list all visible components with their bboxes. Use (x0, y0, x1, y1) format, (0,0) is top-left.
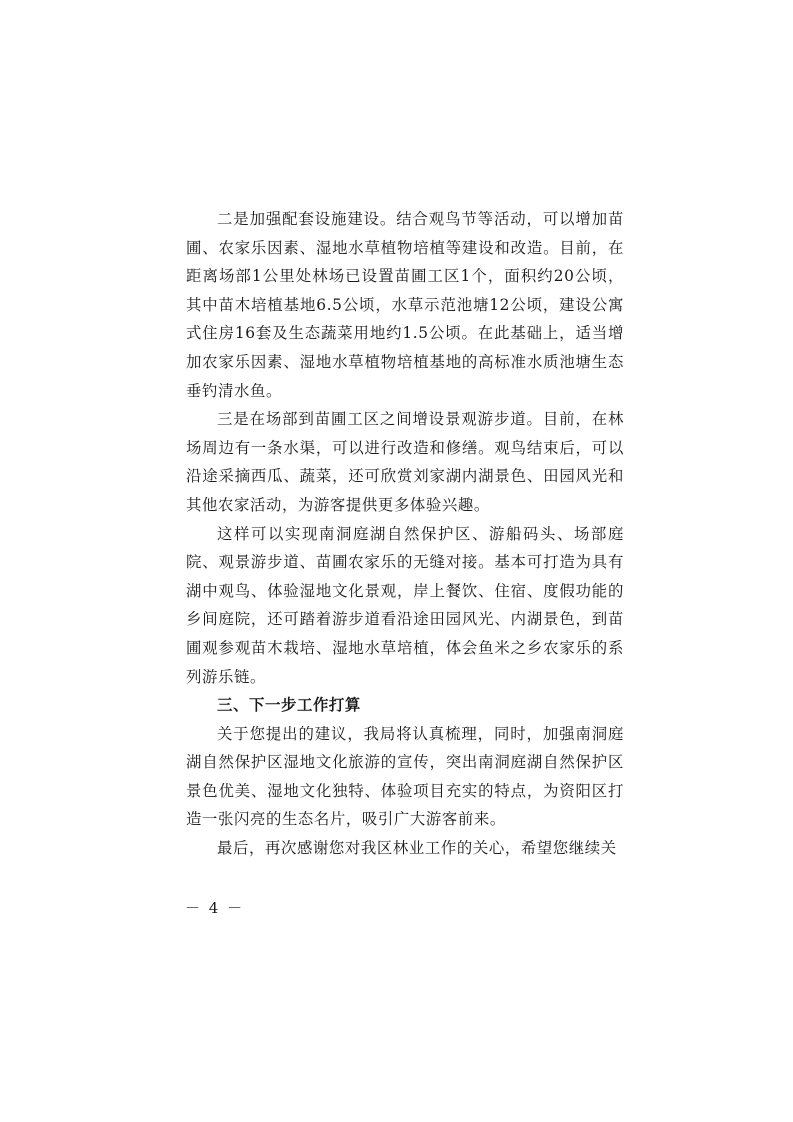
paragraph: 三是在场部到苗圃工区之间增设景观游步道。目前，在林场周边有一条水渠，可以进行改造和修缮。观鸟结束后，可以沿途采摘西瓜、蔬菜，还可欣赏刘家湖内湖景色、田园风光和其他农家活动，为游客提供更多体验兴趣。 (186, 410, 624, 514)
page-number: － 4 － (185, 899, 245, 917)
paragraph: 关于您提出的建议，我局将认真梳理，同时，加强南洞庭湖自然保护区湿地文化旅游的宣传，突出南洞庭湖自然保护区景色优美、湿地文化独特、体验项目充实的特点，为资阳区打造一张闪亮的生态名片，吸引广大游客前来。 (186, 724, 624, 829)
document-body (186, 205, 624, 863)
paragraph: 最后，再次感谢您对我区林业工作的关心，希望您继续关 (217, 839, 617, 858)
paragraph: 二是加强配套设施建设。结合观鸟节等活动，可以增加苗圃、农家乐因素、湿地水草植物培植等建设和改造。目前，在距离场部1公里处林场已设置苗圃工区1个，面积约20公顷，其中苗木培植基地6.5公顷，水草示范池塘12公顷，建设公寓式住房16套及生态蔬菜用地约1.5公顷。在此基础上，适当增加农家乐因素、湿地水草植物培植基地的高标准水质池塘生态垂钓清水鱼。 (186, 210, 624, 400)
section-heading: 三、下一步工作打算 (217, 696, 361, 715)
paragraph: 这样可以实现南洞庭湖自然保护区、游船码头、场部庭院、观景游步道、苗圃农家乐的无缝对接。基本可打造为具有湖中观鸟、体验湿地文化景观，岸上餐饮、住宿、度假功能的乡间庭院，还可踏着游步道看沿途田园风光、内湖景色，到苗圃观参观苗木栽培、湿地水草培植，体会鱼米之乡农家乐的系列游乐链。 (186, 524, 624, 686)
